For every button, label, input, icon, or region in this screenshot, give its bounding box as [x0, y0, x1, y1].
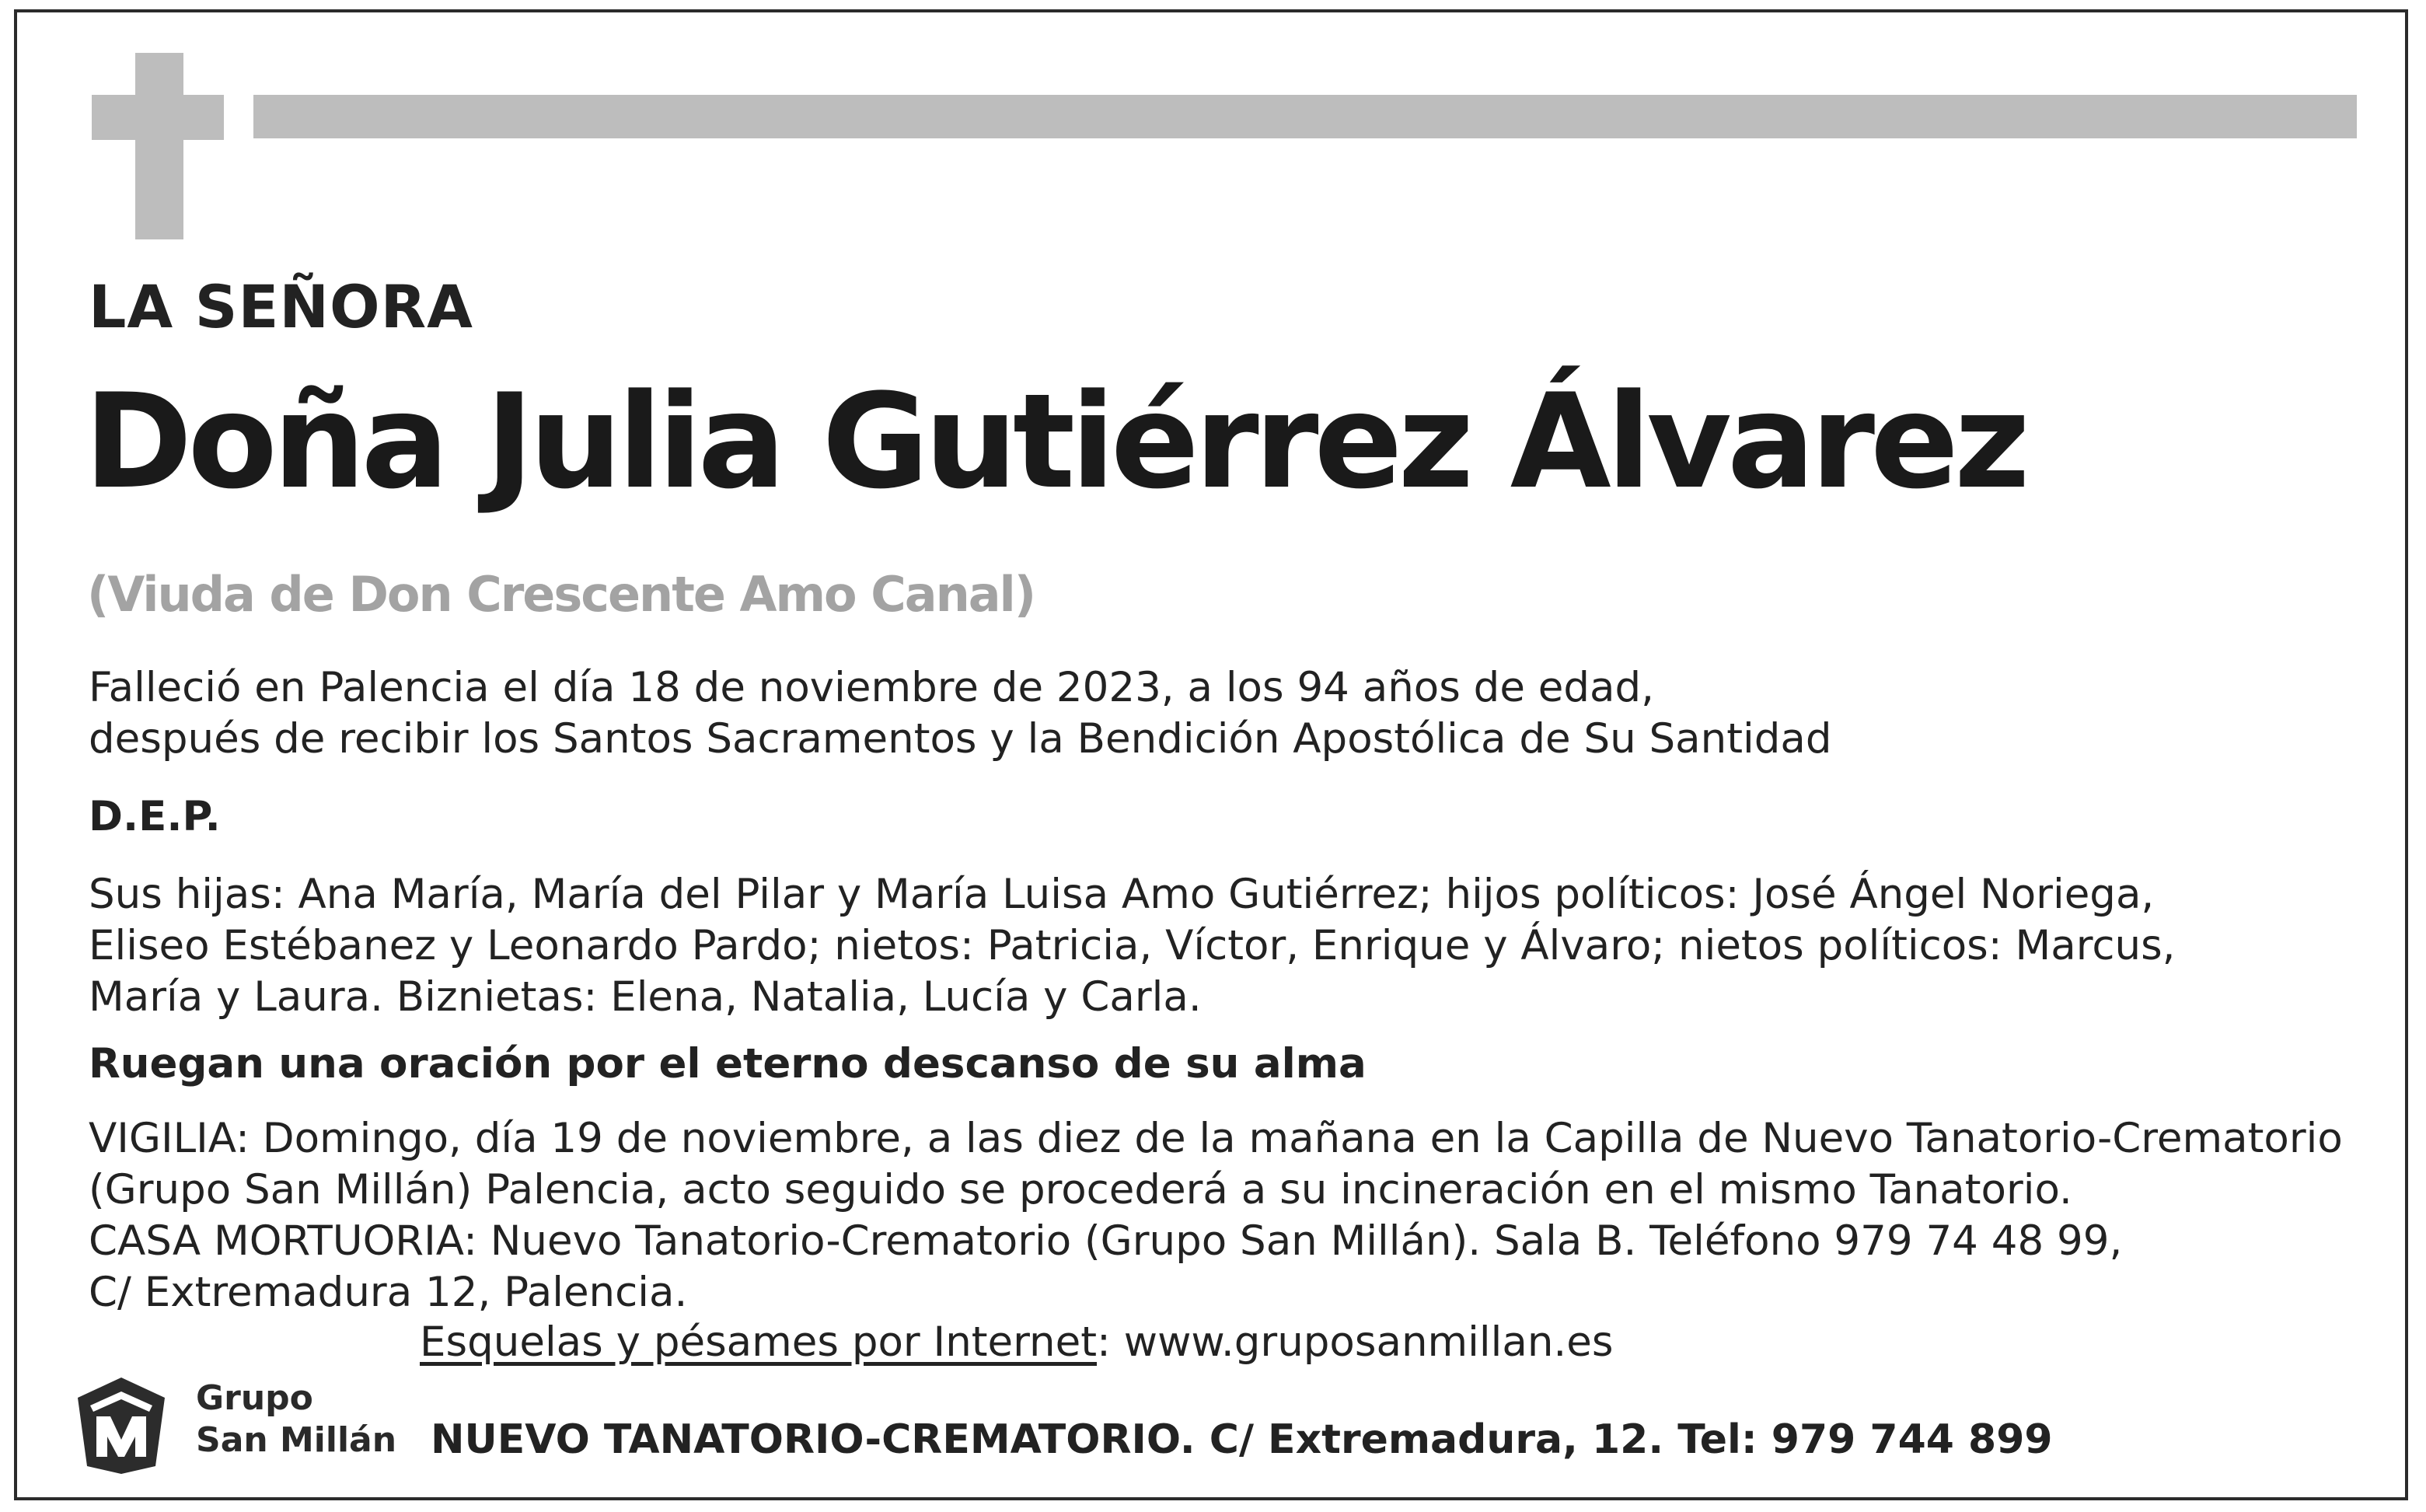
internet-label-link[interactable]: Esquelas y pésames por Internet — [420, 1318, 1098, 1366]
footer-contact: NUEVO TANATORIO-CREMATORIO. C/ Extremadura, 12. Tel: 979 744 899 — [431, 1416, 2053, 1463]
cross-icon-vertical — [135, 53, 183, 239]
service-line: C/ Extremadura 12, Palencia. — [89, 1269, 688, 1316]
internet-note — [420, 1318, 1613, 1366]
service-details — [89, 1113, 2343, 1318]
death-line: después de recibir los Santos Sacramentos y la Bendición Apostólica de Su Santidad — [89, 715, 1832, 763]
logo-line-2: San Millán — [196, 1420, 397, 1460]
san-millan-logo-icon — [75, 1374, 168, 1477]
logo-line-1: Grupo — [196, 1378, 313, 1418]
website-link[interactable]: www.gruposanmillan.es — [1123, 1318, 1614, 1366]
service-line: CASA MORTUORIA: Nuevo Tanatorio-Crematorio (Grupo San Millán). Sala B. Teléfono 979 74 48 99, — [89, 1217, 2123, 1265]
family-line: Sus hijas: Ana María, María del Pilar y María Luisa Amo Gutiérrez; hijos políticos: José Ángel Noriega, — [89, 871, 2155, 918]
group-logo-text — [196, 1378, 396, 1461]
service-line: VIGILIA: Domingo, día 19 de noviembre, a las diez de la mañana en la Capilla de Nuevo Tanatorio-Crematorio — [89, 1115, 2343, 1162]
death-line: Falleció en Palencia el día 18 de noviembre de 2023, a los 94 años de edad, — [89, 664, 1654, 711]
title-prefix: LA SEÑORA — [89, 272, 473, 341]
family-line: María y Laura. Biznietas: Elena, Natalia, Lucía y Carla. — [89, 973, 1202, 1021]
death-announcement — [89, 662, 1832, 765]
service-line: (Grupo San Millán) Palencia, acto seguido se procederá a su incineración en el mismo Tanatorio. — [89, 1166, 2072, 1213]
family-list — [89, 869, 2176, 1023]
internet-separator: : — [1097, 1318, 1124, 1366]
deceased-name: Doña Julia Gutiérrez Álvarez — [84, 365, 2026, 518]
prayer-request: Ruegan una oración por el eterno descanso de su alma — [89, 1040, 1367, 1088]
header-bar — [253, 95, 2357, 138]
widow-note: (Viuda de Don Crescente Amo Canal) — [87, 566, 1035, 623]
family-line: Eliseo Estébanez y Leonardo Pardo; nietos: Patricia, Víctor, Enrique y Álvaro; nietos políticos: Marcus, — [89, 922, 2176, 969]
cross-icon-horizontal — [92, 95, 224, 140]
dep-label: D.E.P. — [89, 793, 221, 840]
